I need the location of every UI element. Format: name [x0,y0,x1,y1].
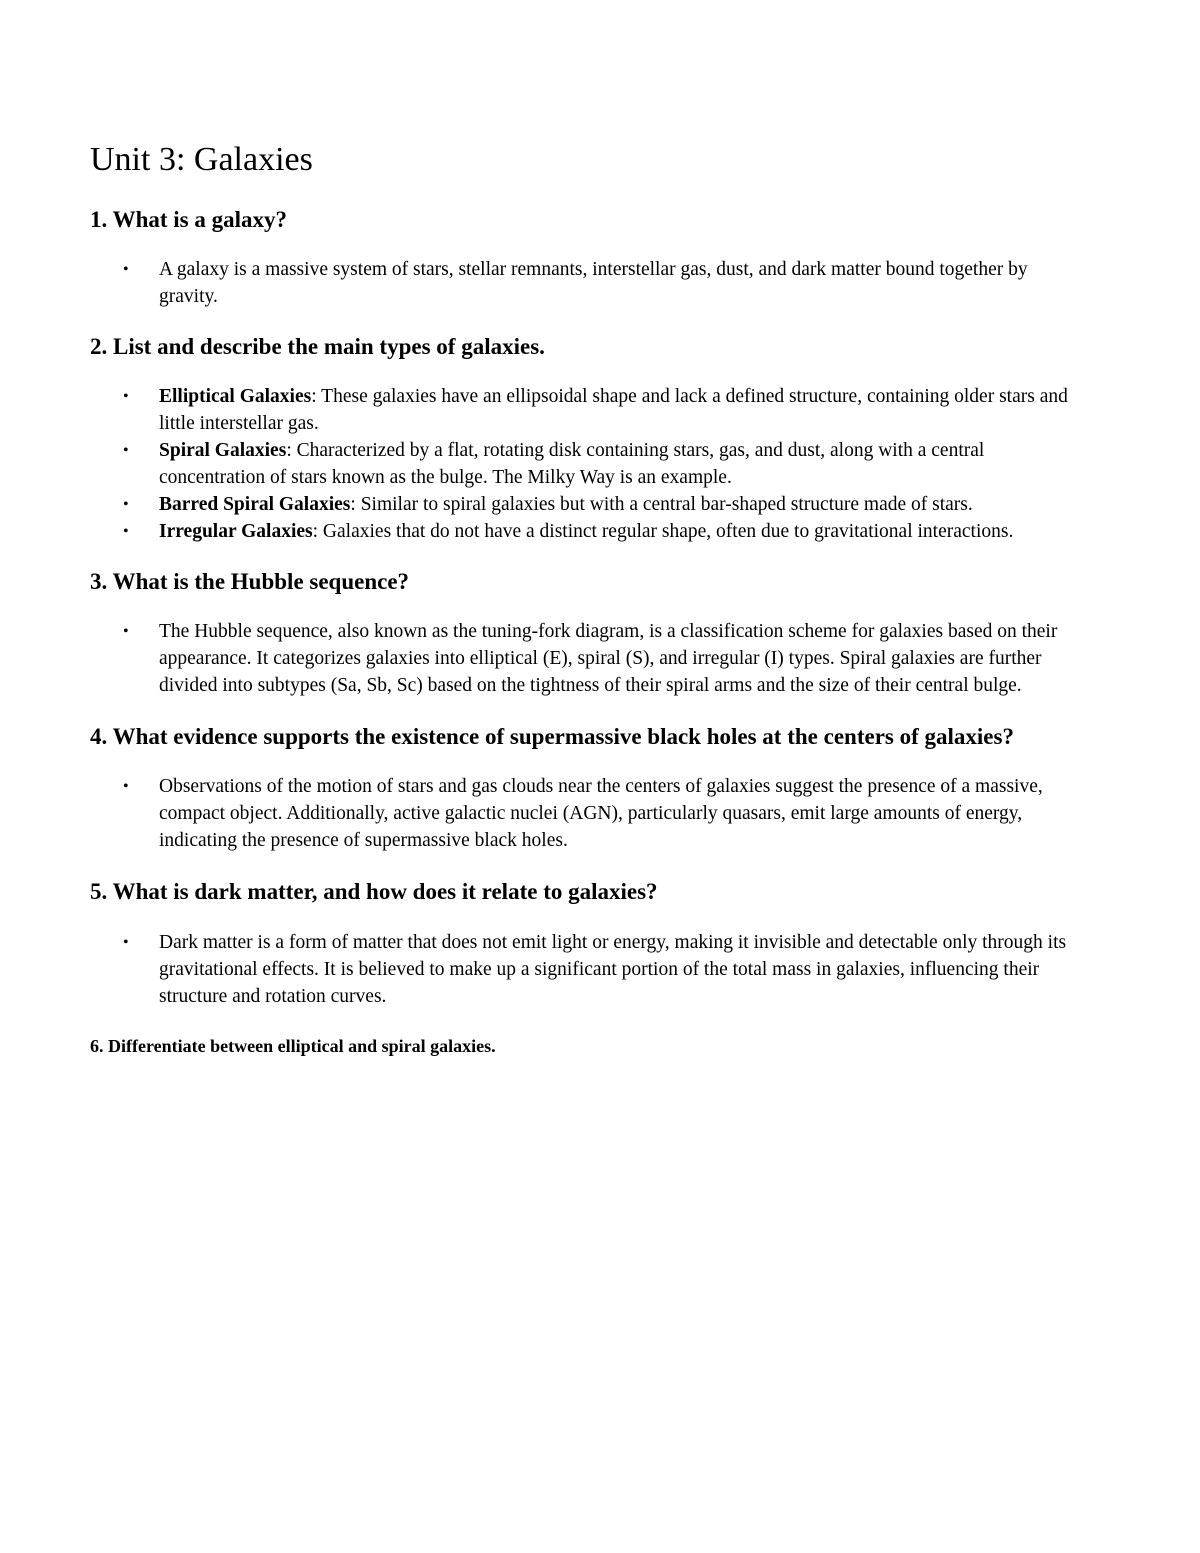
question-1-heading: 1. What is a galaxy? [90,207,288,232]
bullet-icon: • [123,623,129,640]
galaxy-type-term: Spiral Galaxies [159,440,287,461]
question-1-answer-list [90,256,1080,310]
document-page [90,138,1080,1059]
bullet-icon: • [123,934,129,951]
bullet-icon: • [123,496,129,513]
list-item [90,929,1080,1010]
galaxy-type-description: : Characterized by a flat, rotating disk containing stars, gas, and dust, along with a central concentration of stars known as the bulge. The Milky Way is an example. [159,440,985,488]
list-item [90,773,1080,854]
galaxy-type-term: Barred Spiral Galaxies [159,494,351,515]
question-2-heading: 2. List and describe the main types of galaxies. [90,334,545,359]
question-5-answer-list [90,929,1080,1010]
question-2-answer-list [90,383,1080,545]
galaxy-type-description: : Similar to spiral galaxies but with a central bar-shaped structure made of stars. [350,494,973,515]
question-4-answer-list [90,773,1080,854]
galaxy-type-term: Irregular Galaxies [159,521,313,542]
answer-text: Dark matter is a form of matter that does not emit light or energy, making it invisible and detectable only through its gravitational effects. It is believed to make up a significant portion of the total mass in galaxies, influencing their structure and rotation curves. [159,932,1067,1007]
question-4-heading: 4. What evidence supports the existence of supermassive black holes at the centers of galaxies? [90,724,1014,749]
list-item [90,618,1080,699]
bullet-icon: • [123,523,129,540]
question-3-answer-list [90,618,1080,699]
bullet-icon: • [123,778,129,795]
bullet-icon: • [123,261,129,278]
galaxy-type-description: : Galaxies that do not have a distinct regular shape, often due to gravitational interactions. [312,521,1014,542]
bullet-icon: • [123,388,129,405]
list-item [90,383,1080,437]
list-item [90,518,1080,545]
list-item [90,256,1080,310]
answer-text: The Hubble sequence, also known as the tuning-fork diagram, is a classification scheme for galaxies based on their appearance. It categorizes galaxies into elliptical (E), spiral (S), and irregular (I) types. Spiral galaxies are further divided into subtypes (Sa, Sb, Sc) based on the tightness of their spiral arms and the size of their central bulge. [159,621,1058,696]
question-6-heading: 6. Differentiate between elliptical and spiral galaxies. [90,1036,496,1056]
page-title: Unit 3: Galaxies [90,141,313,178]
question-3-heading: 3. What is the Hubble sequence? [90,569,410,594]
galaxy-type-term: Elliptical Galaxies [159,386,312,407]
question-5-heading: 5. What is dark matter, and how does it relate to galaxies? [90,879,658,904]
answer-text: A galaxy is a massive system of stars, stellar remnants, interstellar gas, dust, and dark matter bound together by gravity. [159,259,1028,307]
bullet-icon: • [123,442,129,459]
galaxy-type-description: : These galaxies have an ellipsoidal shape and lack a defined structure, containing older stars and little interstellar gas. [159,386,1068,434]
list-item [90,437,1080,491]
list-item [90,491,1080,518]
answer-text: Observations of the motion of stars and gas clouds near the centers of galaxies suggest the presence of a massive, compact object. Additionally, active galactic nuclei (AGN), particularly quasars, emit large amounts of energy, indicating the presence of supermassive black holes. [159,776,1043,851]
